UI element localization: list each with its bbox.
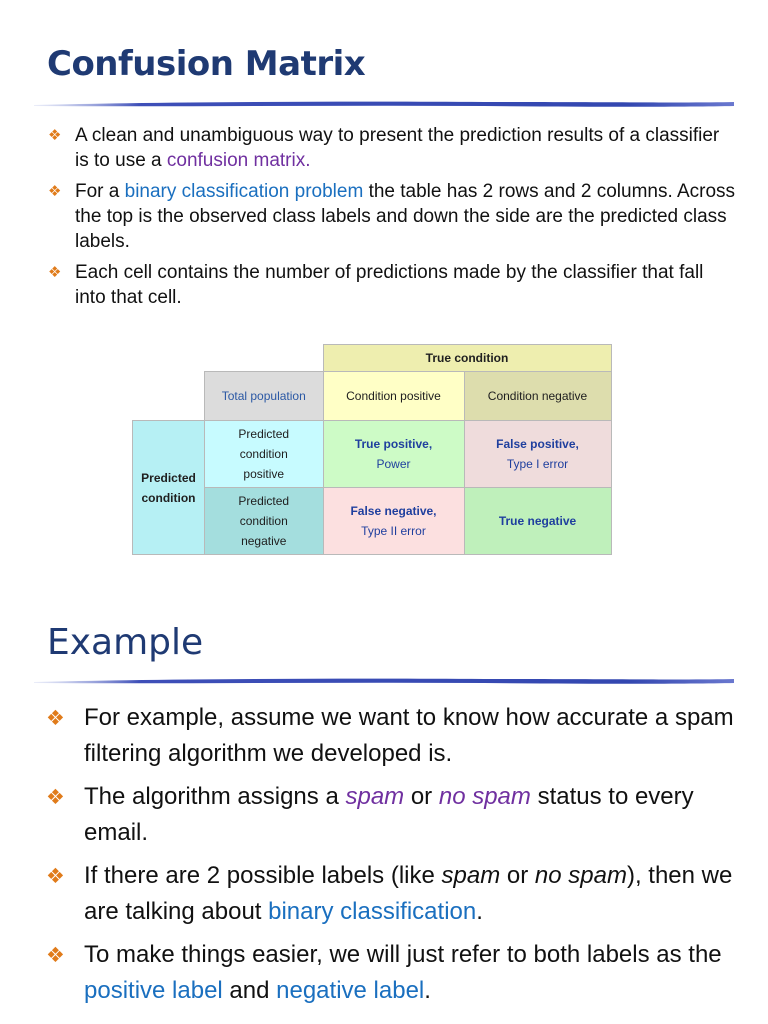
title-underline: [34, 99, 734, 109]
condition-negative-header: Condition negative: [464, 372, 611, 421]
negative-label-link[interactable]: negative label: [276, 977, 425, 1004]
positive-label-link[interactable]: positive label: [84, 977, 223, 1004]
diamond-bullet-icon: ❖: [46, 864, 65, 888]
predicted-condition-header: Predicted condition: [133, 421, 205, 555]
no-spam-term: no spam: [438, 783, 531, 810]
confusion-matrix-table: [132, 344, 612, 555]
predicted-condition-positive-header: Predicted condition positive: [205, 421, 324, 488]
true-negative-cell: True negative: [464, 488, 611, 555]
diamond-bullet-icon: ❖: [48, 182, 62, 200]
false-negative-cell: False negative, Type II error: [323, 488, 464, 555]
bullet-list: [46, 700, 736, 1016]
diamond-bullet-icon: ❖: [48, 263, 62, 281]
diamond-bullet-icon: ❖: [46, 706, 65, 730]
diamond-bullet-icon: ❖: [46, 785, 65, 809]
diamond-bullet-icon: ❖: [46, 943, 65, 967]
list-item: ❖ For example, assume we want to know how accurate a spam filtering algorithm we developed is.: [46, 700, 736, 772]
list-item: ❖ If there are 2 possible labels (like spam or no spam), then we are talking about binary classification.: [46, 858, 736, 930]
list-item: ❖ The algorithm assigns a spam or no spam status to every email.: [46, 779, 736, 851]
true-positive-cell: True positive, Power: [323, 421, 464, 488]
total-population-cell: Total population: [205, 372, 324, 421]
slide-title: Example: [47, 622, 204, 663]
title-underline: [34, 676, 734, 686]
diamond-bullet-icon: ❖: [48, 126, 62, 144]
list-item: ❖ To make things easier, we will just refer to both labels as the positive label and negative label.: [46, 937, 736, 1009]
list-item: ❖ For a binary classification problem the table has 2 rows and 2 columns. Across the top is the observed class labels and down the side are the predicted class labels.: [48, 181, 736, 252]
false-positive-cell: False positive, Type I error: [464, 421, 611, 488]
condition-positive-header: Condition positive: [323, 372, 464, 421]
true-condition-header: True condition: [323, 345, 611, 372]
predicted-condition-negative-header: Predicted condition negative: [205, 488, 324, 555]
bullet-list: [48, 123, 738, 316]
binary-classification-link[interactable]: binary classification problem: [124, 181, 364, 202]
list-item: ❖ A clean and unambiguous way to present the prediction results of a classifier is to use a confusion matrix.: [48, 125, 720, 171]
spam-term: spam: [441, 862, 501, 889]
no-spam-term: no spam: [534, 862, 627, 889]
list-item: ❖ Each cell contains the number of predictions made by the classifier that fall into that cell.: [48, 262, 704, 308]
binary-classification-link[interactable]: binary classification: [268, 898, 477, 925]
slide-title: Confusion Matrix: [47, 44, 366, 84]
confusion-matrix-term: confusion matrix.: [166, 150, 311, 171]
spam-term: spam: [345, 783, 405, 810]
